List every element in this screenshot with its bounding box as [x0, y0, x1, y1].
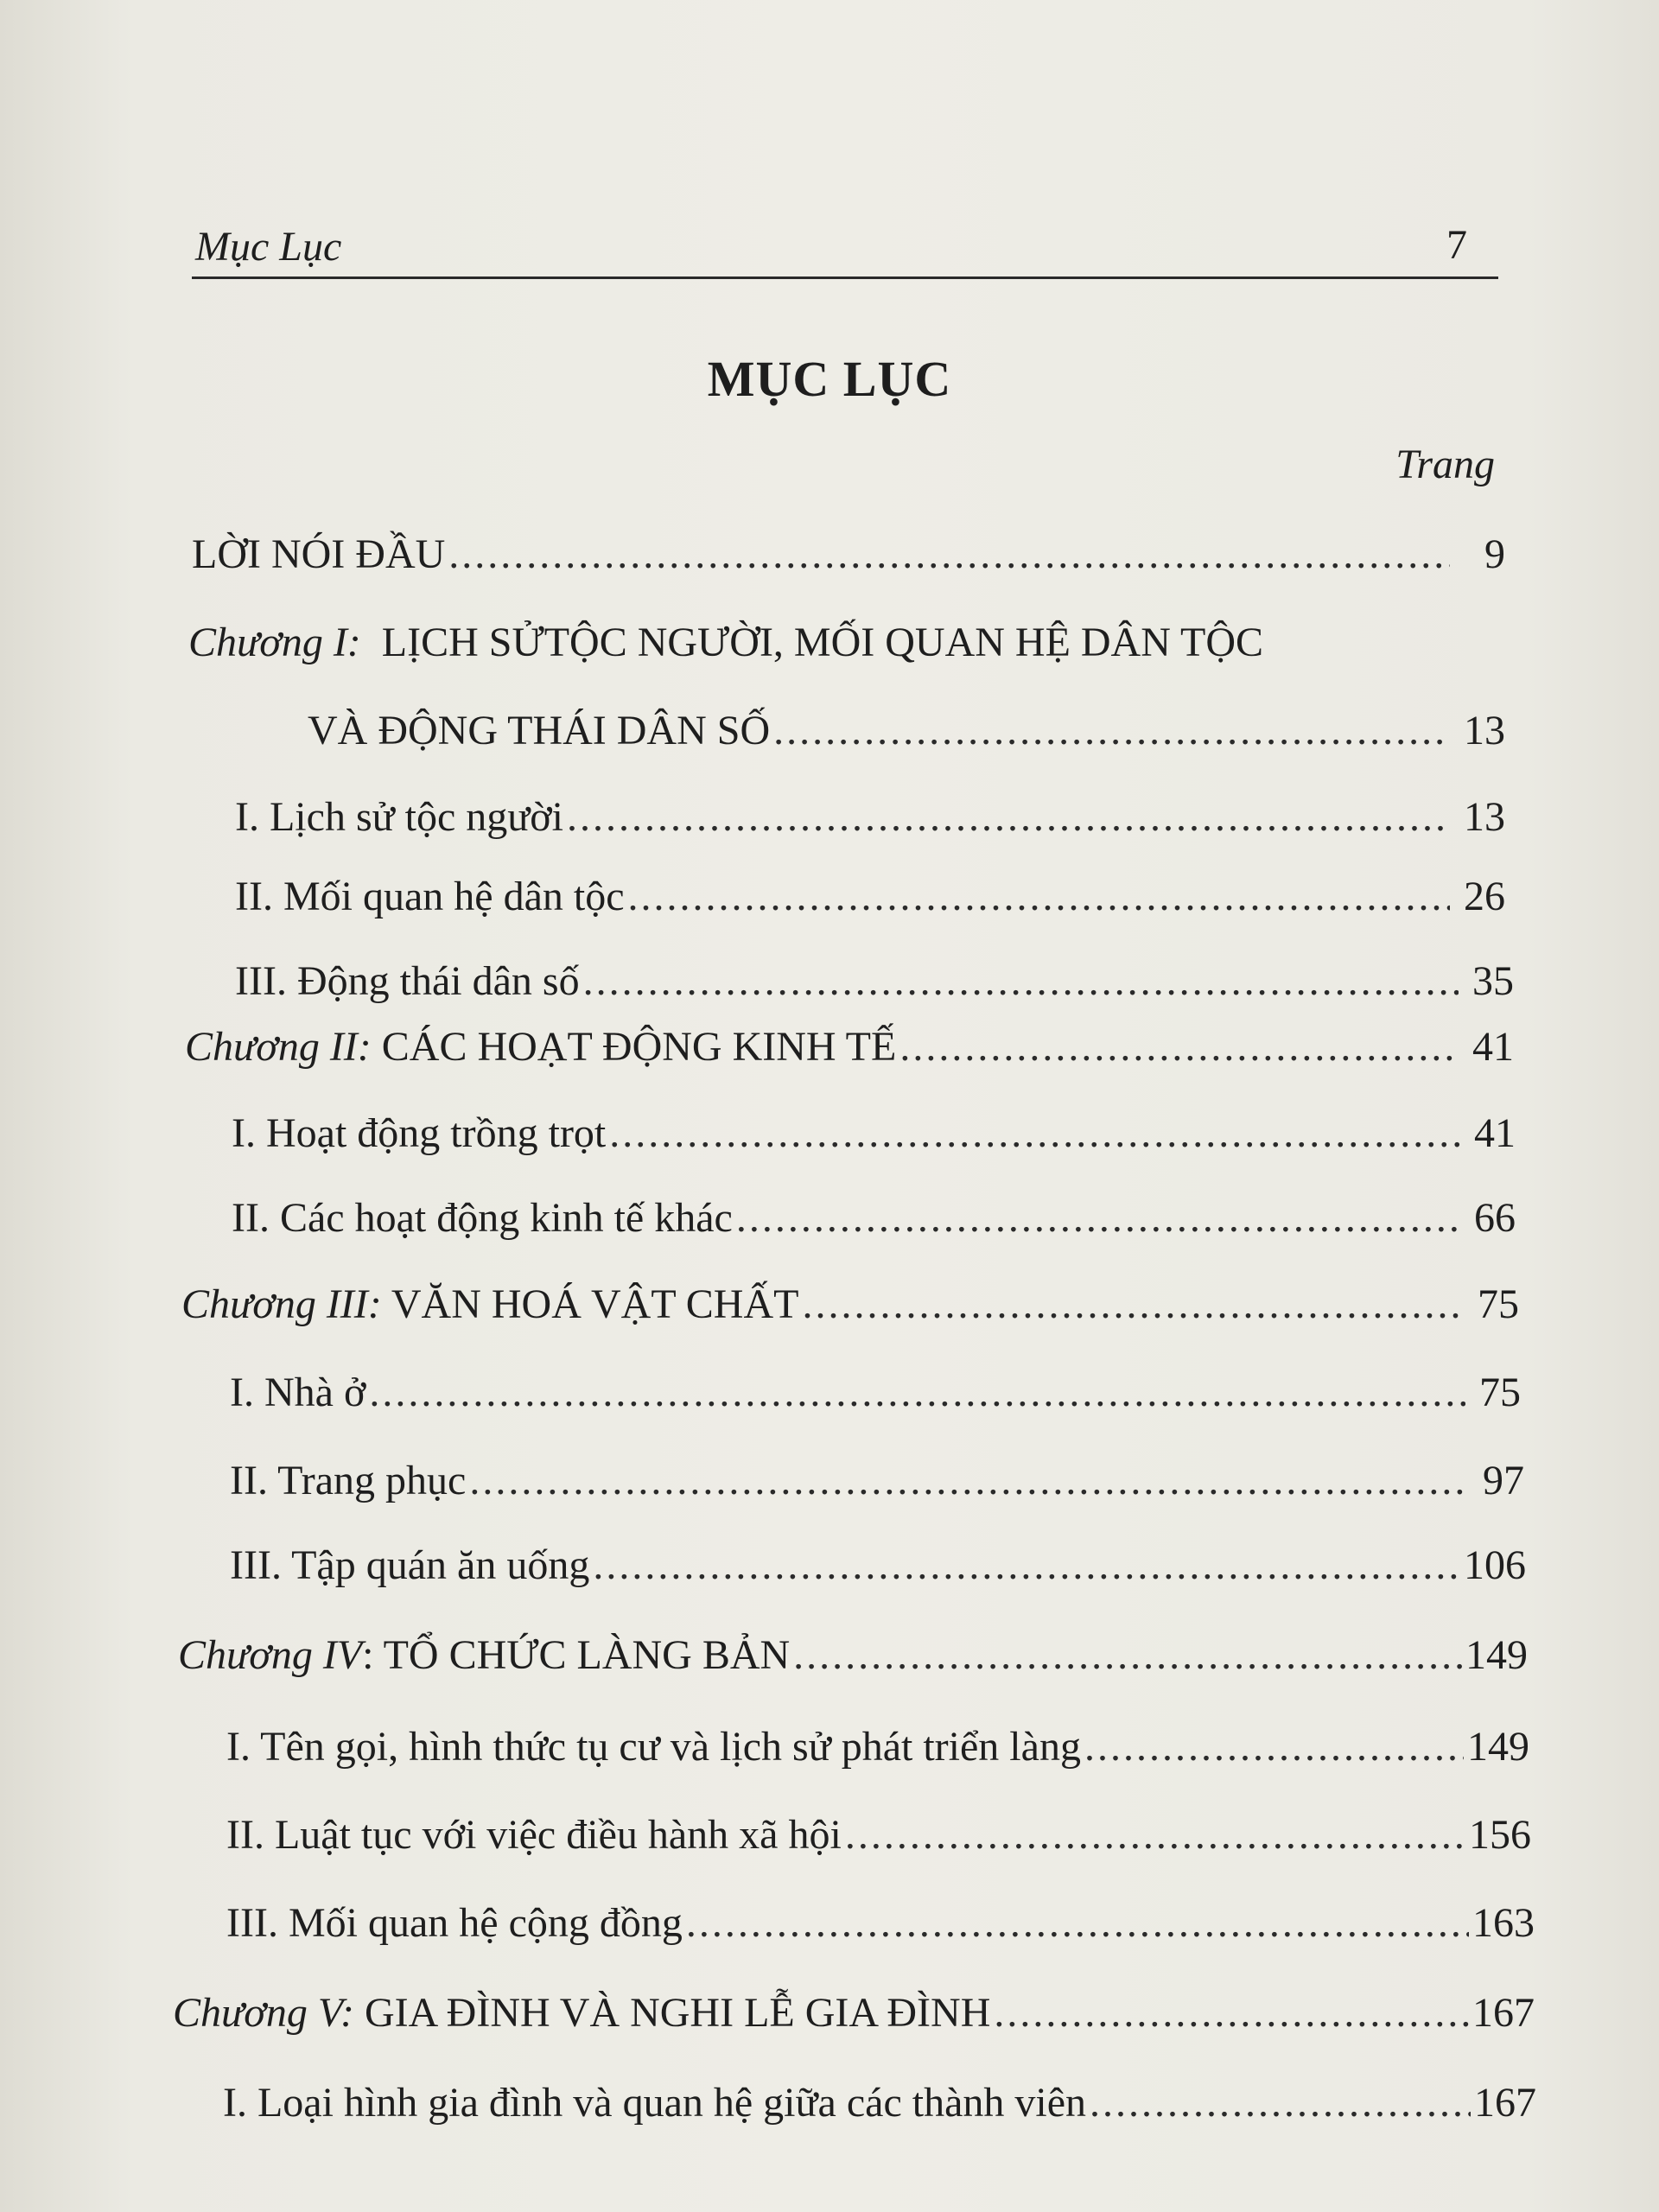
toc-entry-section[interactable] — [226, 1723, 1529, 1770]
chapter-title: VĂN HOÁ VẬT CHẤT — [391, 1281, 799, 1327]
toc-entry-label: I. Loại hình gia đình và quan hệ giữa các thành viên — [223, 2080, 1087, 2126]
toc-entry-label: II. Các hoạt động kinh tế khác — [232, 1195, 733, 1241]
toc-entry-page: 41 — [1472, 1024, 1514, 1070]
chapter-title-continued: VÀ ĐỘNG THÁI DÂN SỐ — [308, 708, 771, 753]
toc-entry-page: 149 — [1467, 1724, 1529, 1770]
toc-entry-section[interactable] — [235, 957, 1514, 1005]
toc-entry-chapter-3[interactable] — [181, 1281, 1519, 1328]
page-column-label: Trang — [1395, 442, 1495, 487]
toc-entry-chapter-4[interactable] — [178, 1631, 1528, 1679]
toc-entry-page: 41 — [1474, 1110, 1516, 1156]
toc-entry-chapter-1[interactable] — [308, 707, 1505, 754]
toc-entry-page: 26 — [1464, 874, 1505, 919]
toc-entry-page: 106 — [1464, 1542, 1526, 1588]
leader-dots — [369, 1369, 1465, 1416]
chapter-prefix: Chương III: — [181, 1281, 382, 1327]
leader-dots — [802, 1281, 1464, 1328]
chapter-title: : TỔ CHỨC LÀNG BẢN — [362, 1632, 791, 1678]
toc-entry-label: I. Lịch sử tộc người — [235, 794, 564, 840]
toc-entry-page: 156 — [1469, 1812, 1531, 1858]
toc-entry-page: 97 — [1483, 1458, 1524, 1503]
toc-entry-page: 9 — [1484, 531, 1505, 577]
leader-dots — [593, 1541, 1460, 1589]
toc-entry-section[interactable] — [230, 1457, 1524, 1504]
toc-entry-page: 35 — [1472, 958, 1514, 1004]
chapter-prefix: Chương I: — [188, 620, 361, 665]
leader-dots — [1090, 2079, 1471, 2126]
toc-entry-section[interactable] — [226, 1899, 1535, 1947]
leader-dots — [773, 707, 1450, 754]
leader-dots — [609, 1109, 1460, 1157]
running-title: Mục Lục — [195, 224, 342, 270]
toc-entry-page: 167 — [1472, 1990, 1535, 2036]
toc-entry-section[interactable] — [230, 1369, 1521, 1416]
leader-dots — [469, 1457, 1469, 1504]
toc-entry-section[interactable] — [235, 793, 1505, 841]
page-number: 7 — [1446, 222, 1467, 268]
chapter-title: CÁC HOẠT ĐỘNG KINH TẾ — [381, 1024, 897, 1070]
leader-dots — [899, 1023, 1459, 1071]
leader-dots — [736, 1194, 1460, 1242]
chapter-prefix: Chương II: — [185, 1024, 372, 1070]
toc-entry-page: 13 — [1464, 794, 1505, 840]
toc-entry-label: LỜI NÓI ĐẦU — [192, 531, 446, 577]
chapter-title: GIA ĐÌNH VÀ NGHI LỄ GIA ĐÌNH — [365, 1990, 991, 2036]
toc-entry-page: 149 — [1465, 1632, 1528, 1678]
toc-entry-chapter-5[interactable] — [173, 1989, 1535, 2037]
running-header — [192, 216, 1498, 279]
leader-dots — [686, 1899, 1469, 1947]
toc-chapter-1-heading[interactable] — [188, 619, 1263, 666]
toc-entry-label: I. Tên gọi, hình thức tụ cư và lịch sử phát triển làng — [226, 1724, 1081, 1770]
chapter-prefix: Chương IV — [178, 1632, 363, 1678]
toc-entry-page: 75 — [1478, 1281, 1519, 1327]
toc-entry-label: III. Mối quan hệ cộng đồng — [226, 1900, 683, 1946]
toc-entry-label: III. Động thái dân số — [235, 958, 580, 1004]
toc-entry-label: II. Luật tục với việc điều hành xã hội — [226, 1812, 842, 1858]
toc-entry-label: III. Tập quán ăn uống — [230, 1542, 590, 1588]
toc-entry-page: 167 — [1474, 2080, 1536, 2126]
chapter-prefix: Chương V: — [173, 1990, 354, 2036]
toc-entry-label: II. Trang phục — [230, 1458, 467, 1503]
toc-entry-label: I. Hoạt động trồng trọt — [232, 1110, 607, 1156]
toc-entry-section[interactable] — [230, 1541, 1526, 1589]
leader-dots — [994, 1989, 1469, 2037]
leader-dots — [845, 1811, 1465, 1859]
leader-dots — [567, 793, 1450, 841]
leader-dots — [793, 1631, 1462, 1679]
toc-entry-chapter-2[interactable] — [185, 1023, 1514, 1071]
toc-entry-page: 75 — [1479, 1370, 1521, 1415]
page-title: MỤC LỤC — [707, 351, 952, 407]
leader-dots — [628, 873, 1450, 920]
leader-dots — [448, 531, 1450, 578]
toc-entry-page: 13 — [1464, 708, 1505, 753]
chapter-title: LỊCH SỬTỘC NGƯỜI, MỐI QUAN HỆ DÂN TỘC — [381, 620, 1264, 665]
toc-entry-label: II. Mối quan hệ dân tộc — [235, 874, 625, 919]
toc-entry-page: 163 — [1472, 1900, 1535, 1946]
toc-entry-section[interactable] — [235, 873, 1505, 920]
toc-entry-section[interactable] — [226, 1811, 1531, 1859]
leader-dots — [583, 957, 1459, 1005]
toc-entry-section[interactable] — [232, 1109, 1516, 1157]
toc-entry-section[interactable] — [223, 2079, 1536, 2126]
toc-entry-page: 66 — [1474, 1195, 1516, 1241]
toc-entry-preface[interactable] — [192, 531, 1505, 578]
leader-dots — [1084, 1723, 1464, 1770]
toc-entry-section[interactable] — [232, 1194, 1516, 1242]
toc-entry-label: I. Nhà ở — [230, 1370, 366, 1415]
